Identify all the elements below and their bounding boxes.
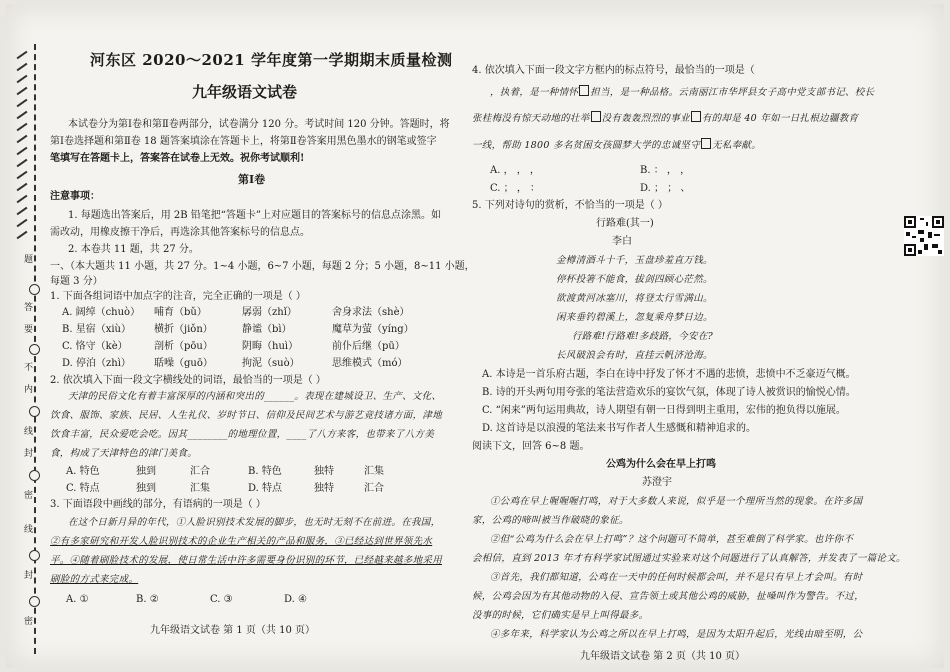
q1-option: 拘泥（suò）: [242, 358, 300, 369]
q5-option: B. 诗的开头两句用夸张的笔法营造欢乐的宴饮气氛，体现了诗人被赏识的愉悦心情。: [482, 387, 856, 398]
q4-passage-line: [472, 111, 858, 125]
article-line: ④多年来，科学家认为公鸡之所以在早上打鸣，是因为太阳升起后，光线由暗至明，公: [490, 629, 863, 640]
question-4-stem: 4. 依次填入下面一段文字方框内的标点符号，最恰当的一项是（: [472, 65, 755, 76]
q2-option: B. 特色: [248, 466, 282, 477]
q3-passage: 平。④随着刷脸技术的发展，使日常生活中许多需要身份识别的环节，已经越来越多地采用: [50, 555, 443, 566]
intro-line: 笔填写在答题卡上，答案答在试卷上无效。祝你考试顺利!: [50, 153, 305, 164]
q2-option: C. 特点: [66, 483, 100, 494]
article-line: 家，公鸡的啼叫被当作破晓的象征。: [472, 515, 629, 526]
q1-option: 思维模式（mó）: [332, 358, 408, 369]
q3-passage: 刷脸的方式来完成。: [50, 574, 139, 585]
q4-passage-line: [472, 138, 761, 152]
exam-title: 河东区 2020～2021 学年度第一学期期末质量检测: [90, 51, 453, 69]
binding-label: 封: [22, 448, 32, 457]
q3-option: D. ④: [284, 594, 307, 605]
q2-option: 汇合: [364, 483, 384, 494]
q4-option: B. ： ， ，: [640, 165, 691, 176]
binding-hatch: [17, 147, 28, 156]
poem-line: 闲来垂钓碧溪上，忽复乘舟梦日边。: [556, 312, 713, 323]
intro-line: 本试卷分为第Ⅰ卷和第Ⅱ卷两部分，试卷满分 120 分。考试时间 120 分钟。答题时，将: [68, 119, 450, 130]
question-5-stem: 5. 下列对诗句的赏析，不恰当的一项是（ ）: [472, 200, 668, 211]
q1-option: A. 阔绰（chuò）: [62, 307, 141, 318]
article-line: ③首先，我们都知道，公鸡在一天中的任何时候都会叫，并不是只有早上才会叫。有时: [490, 572, 863, 583]
binding-label: 要: [22, 324, 32, 333]
article-line: 会相信，直到 2013 年才有科学家试图通过实验来对这个问题进行了认真解答，并发表了一篇论文。: [472, 553, 906, 564]
notice-line: 1. 每题选出答案后，用 2B 铅笔把“答题卡”上对应题目的答案标号的信息点涂黑。如: [68, 210, 442, 221]
q4-passage-part: 担当，是一种品格。云南丽江市华坪县女子高中党支部书记、校长: [590, 87, 875, 98]
q1-option: 魔草为萤（yíng）: [332, 324, 414, 335]
q2-passage: 饮食、服饰、家族、民居、人生礼仪、岁时节日、信仰及民间艺术与游艺竞技诸方面，津地: [50, 410, 443, 421]
poem-line: 停杯投箸不能食，拔剑四顾心茫然。: [556, 274, 713, 285]
binding-hatch: [17, 195, 28, 204]
q1-option: 孱弱（zhǐ）: [242, 307, 297, 318]
binding-hatch: [17, 63, 28, 72]
binding-circle: [29, 596, 40, 607]
binding-hatch: [17, 99, 28, 108]
q4-option: A. ， ， ，: [490, 165, 540, 176]
binding-hatch: [17, 171, 28, 180]
q2-option: A. 特色: [66, 466, 100, 477]
q2-option: D. 特点: [248, 483, 283, 494]
poem-line: 长风破浪会有时，直挂云帆济沧海。: [556, 350, 713, 361]
q4-option: C. ； ， ：: [490, 183, 541, 194]
poem-line: 行路难!行路难!多歧路，今安在?: [572, 331, 714, 342]
binding-label: 不: [22, 362, 32, 371]
question-3-stem: 3. 下面语段中画线的部分，有语病的一项是（ ）: [50, 499, 266, 510]
q3-passage: ②有多家研究和开发人脸识别技术的企业生产相关的产品和服务，③已经达到世界领先水: [50, 536, 433, 547]
binding-strip: [12, 44, 46, 654]
q1-option: 哺育（bǔ）: [154, 307, 207, 318]
notice-line: 2. 本卷共 11 题，共 27 分。: [68, 244, 199, 255]
reading-intro: 阅读下文，回答 6~8 题。: [472, 441, 590, 452]
binding-label: 内: [22, 384, 32, 393]
punctuation-box: [691, 111, 701, 122]
part-heading: 每题 3 分）: [50, 276, 103, 287]
q4-passage-part: 有的却是 40 年如一日扎根边疆教育: [701, 113, 859, 124]
q2-passage: 天津的民俗文化有着丰富深厚的内涵和突出的______。表现在建城设卫、生产、文化、: [68, 391, 442, 402]
q5-option: C. “闲来”两句运用典故，诗人期望有朝一日得到明主重用，宏伟的抱负得以施展。: [482, 405, 846, 416]
exam-sheet: [6, 4, 944, 668]
section-title: 第Ⅰ卷: [238, 173, 266, 186]
binding-circle: [29, 550, 40, 561]
punctuation-box: [579, 85, 589, 96]
qr-code-icon: [904, 216, 944, 256]
notice-title: 注意事项：: [50, 191, 100, 202]
binding-hatch: [17, 123, 28, 132]
binding-circle: [29, 344, 40, 355]
binding-hatch: [17, 207, 28, 216]
q4-passage-part: 张桂梅没有惊天动地的壮举: [472, 113, 590, 124]
binding-hatch: [17, 219, 28, 228]
notice-line: 需改动，用橡皮擦干净后，再选涂其他答案标号的信息点。: [50, 227, 310, 238]
q3-passage: 在这个日新月异的年代，①人脸识别技术发展的脚步，也无时无刻不在前进。在我国，: [68, 517, 441, 528]
poem-line: 欲渡黄河冰塞川，将登太行雪满山。: [556, 293, 713, 304]
binding-circle: [29, 470, 40, 481]
binding-sublabel: 线: [22, 524, 32, 533]
binding-hatch: [17, 231, 28, 240]
q1-option: 阴晦（huì）: [242, 341, 299, 352]
binding-label: 题: [22, 254, 32, 263]
q1-option: C. 恪守（kè）: [62, 341, 128, 352]
binding-hatch: [17, 159, 28, 168]
binding-sublabel: 密: [22, 616, 32, 625]
q2-option: 独到: [136, 466, 156, 477]
q2-passage: 食，构成了天津特色的津门美食。: [50, 448, 198, 459]
q2-option: 独特: [314, 466, 334, 477]
q2-option: 汇合: [190, 466, 210, 477]
article-line: ①公鸡在早上喔喔喔打鸣，对于大多数人来说，似乎是一个理所当然的现象。在许多国: [490, 496, 863, 507]
page-footer: 九年级语文试卷 第 2 页（共 10 页）: [580, 651, 745, 662]
intro-line: 第Ⅰ卷选择题和第Ⅱ卷 18 题答案填涂在答题卡上，将第Ⅱ卷答案用黑色墨水的钢笔或签字: [50, 136, 437, 147]
q4-option: D. ； ； 、: [640, 183, 691, 194]
q3-option: A. ①: [66, 594, 89, 605]
article-title: 公鸡为什么会在早上打鸣: [606, 459, 716, 470]
punctuation-box: [701, 138, 711, 149]
punctuation-box: [591, 111, 601, 122]
article-author: 苏澄宇: [642, 477, 672, 488]
q1-option: 舍身求法（shè）: [332, 307, 410, 318]
q2-option: 独到: [136, 483, 156, 494]
binding-label: 答: [22, 302, 32, 311]
question-2-stem: 2. 依次填入下面一段文字横线处的词语，最恰当的一项是（ ）: [50, 375, 326, 386]
poem-line: 金樽清酒斗十千，玉盘珍羞直万钱。: [556, 255, 713, 266]
article-line: ②但“公鸡为什么会在早上打鸣”？这个问题可不简单，甚至难倒了科学家。也许你不: [490, 534, 854, 545]
binding-hatch: [17, 51, 28, 60]
q1-option: 静谧（bì）: [242, 324, 292, 335]
binding-hatch: [17, 135, 28, 144]
exam-subtitle: 九年级语文试卷: [192, 83, 298, 101]
binding-hatch: [17, 111, 28, 120]
q1-option: D. 停泊（zhì）: [62, 358, 131, 369]
q1-option: 横折（jiǒn）: [154, 324, 213, 335]
poem-title: 行路难(其一): [596, 218, 654, 229]
binding-hatch: [17, 183, 28, 192]
q4-passage-part: 没有轰轰烈烈的事业: [601, 113, 690, 124]
q5-option: D. 这首诗是以浪漫的笔法来书写作者人生感慨和精神追求的。: [482, 423, 757, 434]
q3-option: B. ②: [136, 594, 159, 605]
binding-hatch: [17, 87, 28, 96]
question-1-stem: 1. 下面各组词语中加点字的注音，完全正确的一项是（ ）: [50, 291, 306, 302]
q3-option: C. ③: [210, 594, 233, 605]
binding-sublabel: 封: [22, 570, 32, 579]
q2-option: 汇集: [364, 466, 384, 477]
page-footer: 九年级语文试卷 第 1 页（共 10 页）: [150, 625, 315, 636]
q1-option: 前仆后继（pū）: [332, 341, 405, 352]
article-line: 候，公鸡会因为有其他动物的入侵、宣告领土或其他公鸡的威胁，扯嗓叫作为警告。不过，: [472, 591, 865, 602]
q4-passage-part: ，执着，是一种情怀: [490, 87, 579, 98]
binding-circle: [29, 406, 40, 417]
poem-author: 李白: [612, 236, 632, 247]
q5-option: A. 本诗是一首乐府古题，李白在诗中抒发了怀才不遇的悲愤，悲愤中不乏豪迈气概。: [482, 369, 856, 380]
q1-option: B. 星宿（xiù）: [62, 324, 131, 335]
binding-hatch: [17, 75, 28, 84]
q1-option: 聒噪（guō）: [154, 358, 213, 369]
q1-option: 剖析（pōu）: [154, 341, 213, 352]
article-line: 没事的时候，它们确实是早上叫得最多。: [472, 610, 649, 621]
q4-passage-part: 无私奉献。: [712, 140, 762, 151]
binding-label: 线: [22, 426, 32, 435]
q2-passage: 饮食丰富，民众爱吃会吃。因其________的地理位置，____了八方来客，也带来了八方美: [50, 429, 435, 440]
q2-option: 独特: [314, 483, 334, 494]
binding-label: 密: [22, 490, 32, 499]
binding-circle: [29, 284, 40, 295]
q4-passage-line: [490, 85, 874, 99]
part-heading: 一、（本大题共 11 小题，共 27 分。1~4 小题，6~7 小题，每题 2 分；5 小题，8~11 小题，: [50, 261, 475, 272]
q4-passage-part: 一线，帮助 1800 多名贫困女孩圆梦大学的忠诚坚守: [472, 140, 701, 151]
q2-option: 汇集: [190, 483, 210, 494]
